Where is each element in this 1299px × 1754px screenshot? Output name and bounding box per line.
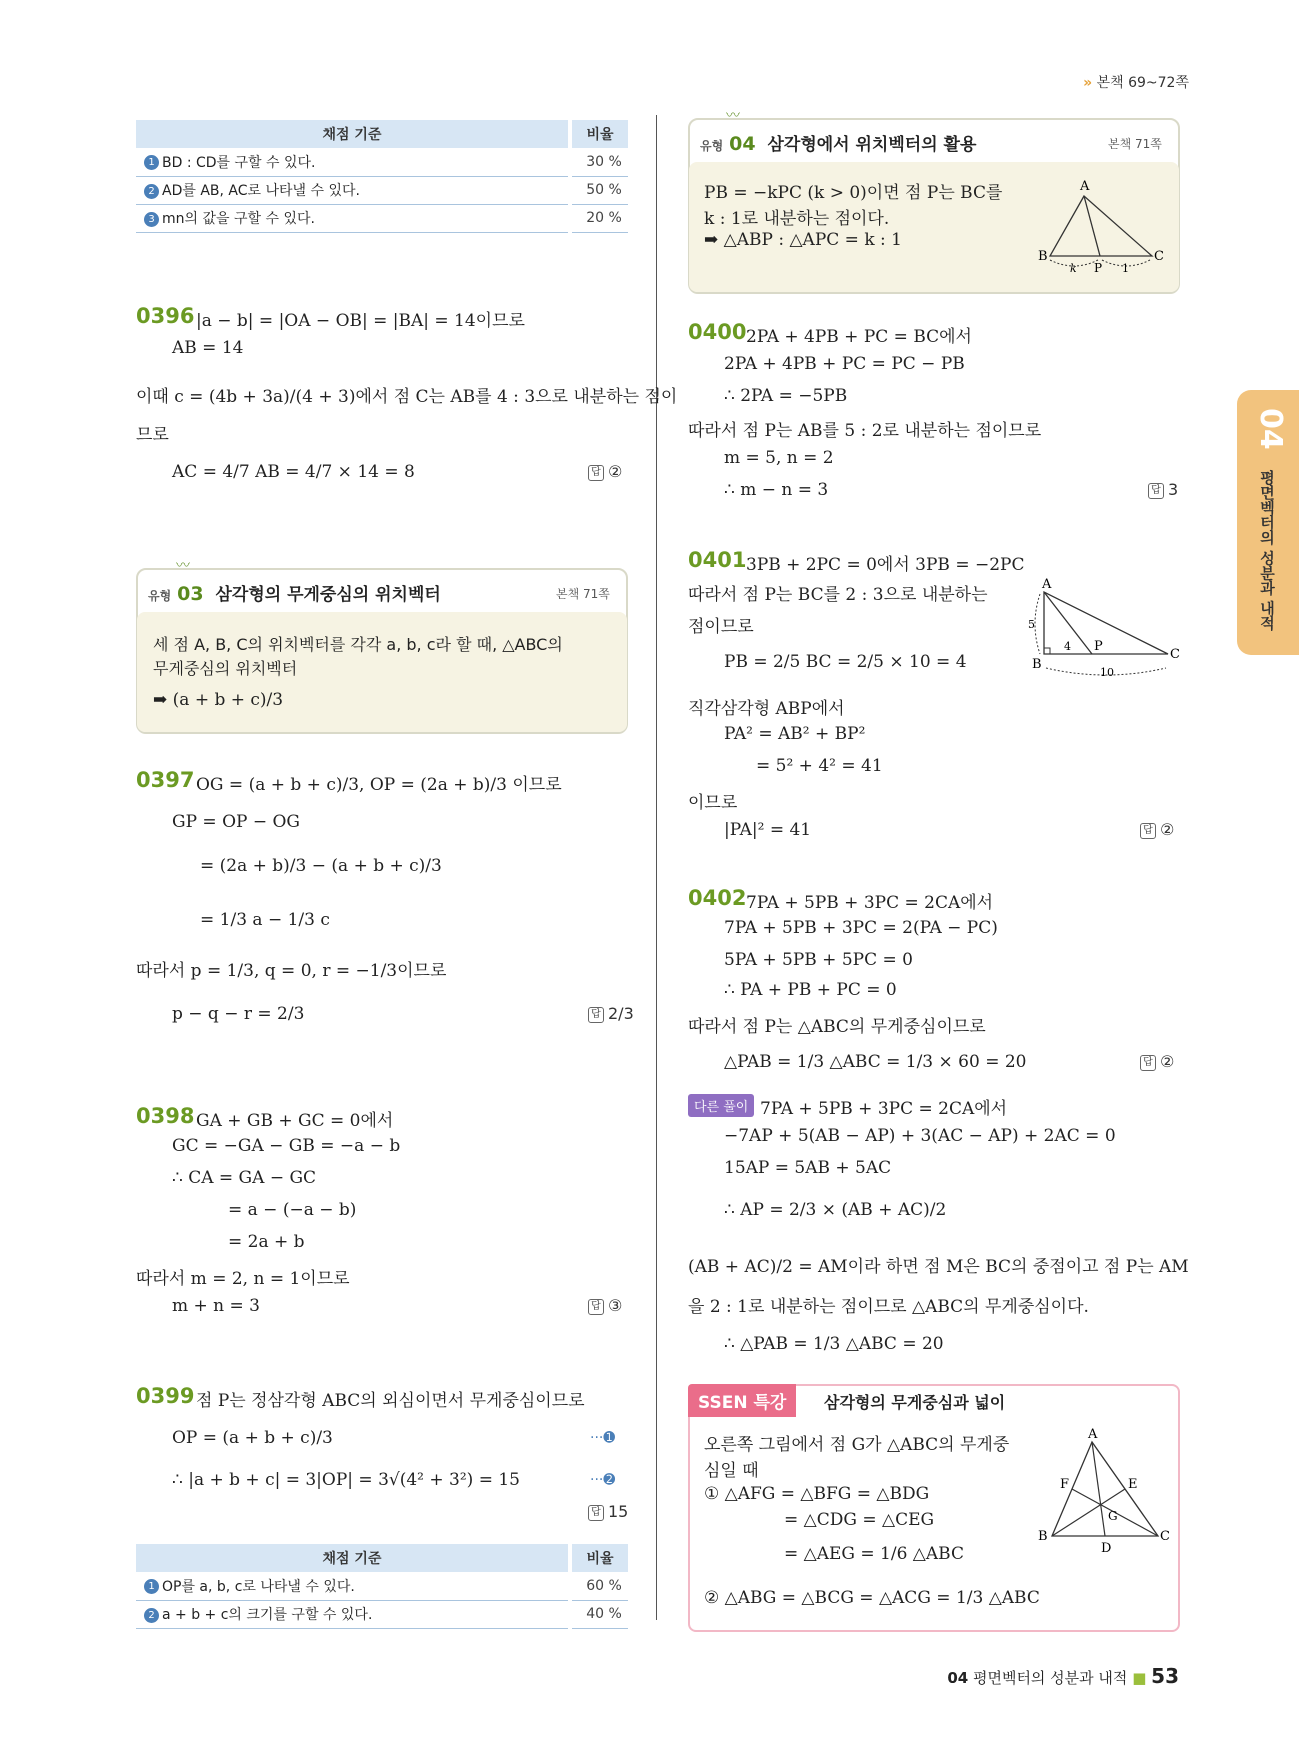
page-footer: 04 평면벡터의 성분과 내적 ■ 53: [947, 1664, 1179, 1688]
type-03-ref: 본책 71쪽: [556, 587, 610, 601]
grading-table-2: [136, 1544, 628, 1629]
label-B: B: [1032, 657, 1042, 672]
label-A: A: [1042, 577, 1052, 592]
alt-solution-badge: 다른 풀이: [688, 1094, 760, 1117]
column-divider: [656, 115, 657, 1620]
right-triangle-figure-0401: [1028, 578, 1180, 678]
table-header-criteria: 채점 기준: [136, 1544, 570, 1572]
problem-number: 0401: [688, 548, 747, 572]
label-10: 10: [1100, 666, 1114, 679]
problem-number: 0398: [136, 1104, 195, 1128]
grading-table-1: [136, 120, 628, 233]
table-row: 2 AD를 AB, AC로 나타낼 수 있다. 50 %: [136, 176, 628, 204]
label-1: 1: [1122, 262, 1129, 275]
answer: 답 2/3: [588, 1004, 634, 1023]
chevron-double-icon: »: [1083, 75, 1093, 91]
answer: 답 3: [1148, 480, 1178, 499]
step-badge: 2: [144, 184, 159, 199]
step-badge: 2: [144, 1608, 159, 1623]
type-03-header: 유형 03 삼각형의 무게중심의 위치벡터: [148, 583, 441, 605]
answer-icon: 답: [1140, 1055, 1156, 1071]
problem-number: 0399: [136, 1384, 195, 1408]
table-row: 3 mn의 값을 구할 수 있다. 20 %: [136, 204, 628, 232]
label-F: F: [1060, 1477, 1070, 1492]
label-5: 5: [1028, 618, 1035, 631]
problem-number: 0397: [136, 768, 195, 792]
step-badge: 3: [144, 212, 159, 227]
centroid-triangle-figure: [1036, 1428, 1170, 1556]
page-number: 53: [1151, 1664, 1179, 1688]
label-C: C: [1154, 249, 1164, 264]
step-marker: ···➊: [590, 1430, 616, 1446]
answer: 답 ②: [588, 462, 622, 481]
label-P: P: [1094, 261, 1103, 275]
label-G: G: [1108, 1509, 1118, 1523]
wave-icon: 〰: [176, 558, 190, 574]
label-B: B: [1038, 249, 1048, 264]
answer-icon: 답: [588, 465, 604, 481]
label-k: k: [1070, 262, 1077, 275]
chapter-tab-title: 평면벡터의 성분과 내적: [1258, 470, 1276, 631]
problem-number: 0400: [688, 320, 747, 344]
answer-icon: 답: [1148, 483, 1164, 499]
label-A: A: [1088, 1427, 1098, 1442]
table-row: 2 a + b + c의 크기를 구할 수 있다. 40 %: [136, 1600, 628, 1628]
label-E: E: [1128, 1477, 1138, 1492]
answer-icon: 답: [588, 1505, 604, 1521]
type-04-ref: 본책 71쪽: [1108, 137, 1162, 151]
wave-icon: 〰: [726, 108, 740, 124]
answer-icon: 답: [588, 1007, 604, 1023]
ssen-title: 삼각형의 무게중심과 넓이: [824, 1393, 1006, 1412]
chapter-tab: [1237, 390, 1299, 655]
answer: 답 ②: [1140, 820, 1174, 839]
triangle-figure-type04: [1034, 178, 1162, 274]
problem-number: 0396: [136, 304, 195, 328]
label-C: C: [1170, 647, 1180, 662]
page-ref: » 본책 69~72쪽: [1083, 75, 1189, 91]
step-marker: ···➋: [590, 1472, 616, 1488]
label-4: 4: [1064, 640, 1071, 653]
chapter-tab-number: 04: [1253, 408, 1288, 450]
square-icon: ■: [1132, 1669, 1147, 1687]
problem-number: 0402: [688, 886, 747, 910]
label-P: P: [1094, 639, 1103, 654]
label-C: C: [1160, 1529, 1170, 1544]
table-header-criteria: 채점 기준: [136, 120, 570, 148]
label-B: B: [1038, 1529, 1048, 1544]
answer: 답 ③: [588, 1296, 622, 1315]
answer: 답 15: [588, 1502, 628, 1521]
table-row: 1 BD : CD를 구할 수 있다. 30 %: [136, 148, 628, 176]
table-header-ratio: 비율: [570, 1544, 628, 1572]
type-04-header: 유형 04 삼각형에서 위치벡터의 활용: [700, 133, 977, 155]
step-badge: 1: [144, 155, 159, 170]
answer-icon: 답: [588, 1299, 604, 1315]
ssen-label: SSEN 특강: [688, 1384, 796, 1417]
label-A: A: [1080, 179, 1090, 194]
table-header-ratio: 비율: [570, 120, 628, 148]
answer: 답 ②: [1140, 1052, 1174, 1071]
label-D: D: [1101, 1541, 1112, 1556]
answer-icon: 답: [1140, 823, 1156, 839]
step-badge: 1: [144, 1579, 159, 1594]
table-row: 1 OP를 a, b, c로 나타낼 수 있다. 60 %: [136, 1572, 628, 1600]
